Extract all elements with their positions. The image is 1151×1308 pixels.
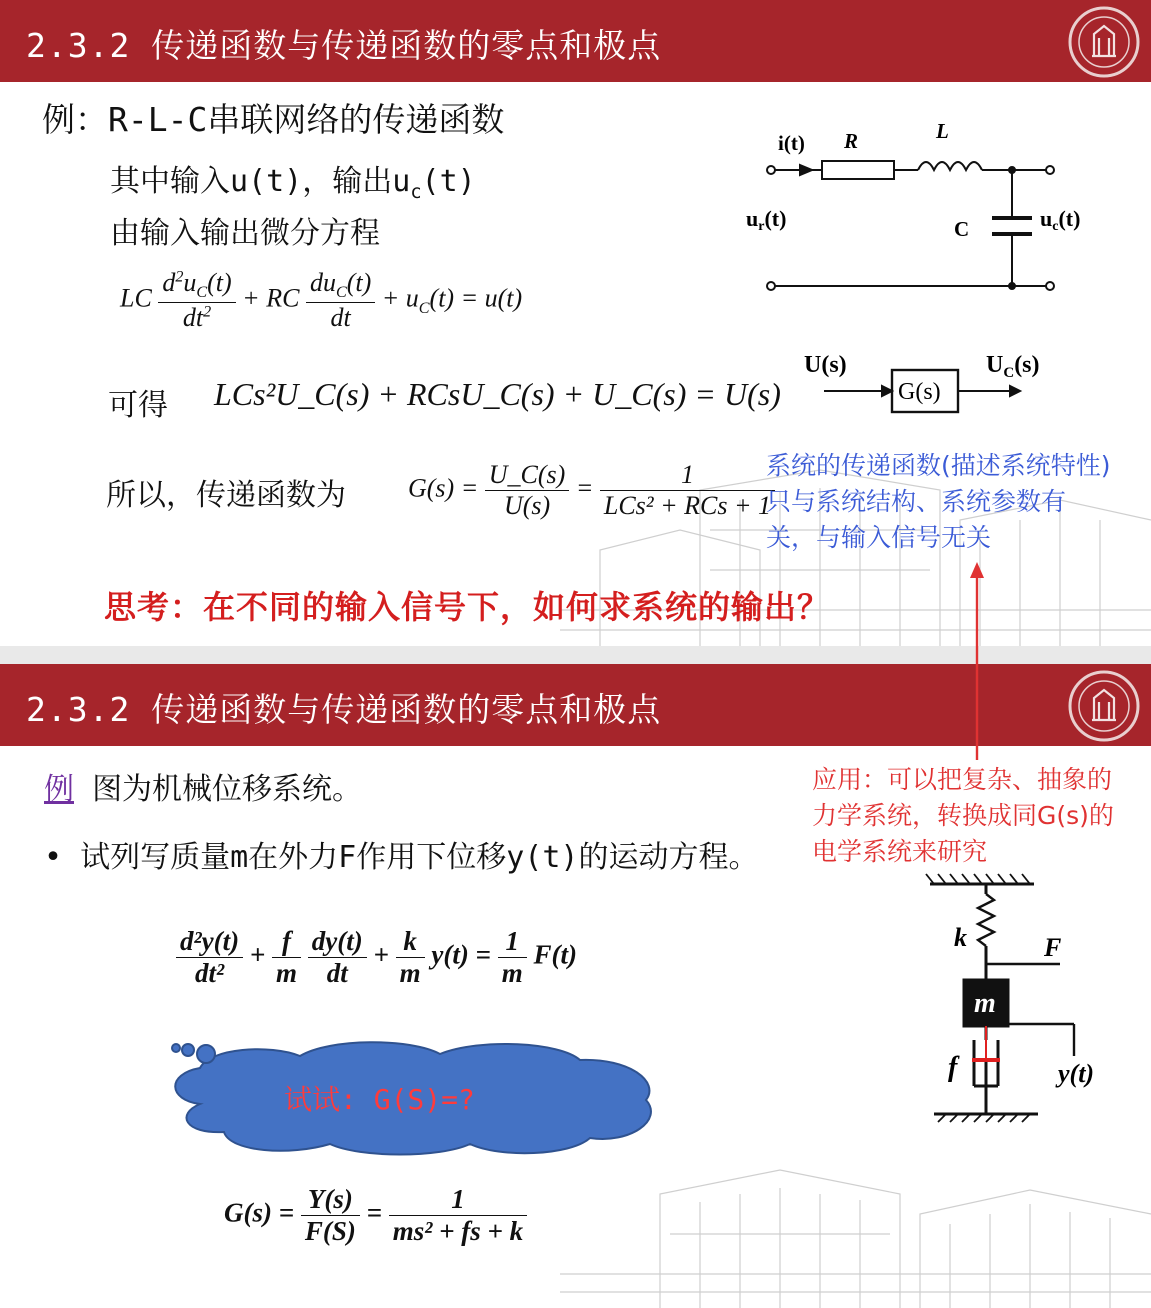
think-question: 思考：在不同的输入信号下，如何求系统的输出？ (104, 588, 831, 626)
example-link[interactable]: 例 (44, 772, 74, 807)
slide-title: 2.3.2 传递函数与传递函数的零点和极点 (26, 690, 662, 729)
mass-label: m (974, 988, 996, 1019)
input-voltage-label: ur(t) (746, 206, 787, 234)
rlc-circuit-diagram (740, 110, 1110, 310)
slide-title: 2.3.2 传递函数与传递函数的零点和极点 (26, 26, 662, 65)
damper-label: f (948, 1052, 958, 1083)
bullet-line: • 试列写质量m在外力F作用下位移y(t)的运动方程。 (44, 840, 759, 875)
example-line: 例 图为机械位移系统。 (44, 772, 363, 807)
kede-label: 可得 (108, 388, 168, 423)
transfer-function-note: 系统的传递函数(描述系统特性) 只与系统结构、系统参数有 关，与输入信号无关 (766, 451, 1111, 552)
output-voltage-label: uc(t) (1040, 206, 1081, 234)
spring-label: k (954, 923, 967, 952)
capacitor-label: C (954, 217, 970, 241)
mechanical-transfer-function: G(s) = $\frac{Y(s)}{F(S)}$ = $\frac{1}{\text{ms² + fs + k}}$ (224, 1184, 527, 1247)
cloud-text: 试试: G(S)=? (284, 1083, 475, 1116)
differential-equation-line: 由输入输出微分方程 (110, 216, 380, 251)
university-seal-icon (1066, 4, 1142, 80)
transfer-function-label: 所以，传递函数为 (106, 478, 346, 513)
current-label: i(t) (778, 131, 805, 155)
laplace-equation: LCs²U_C(s) + RCsU_C(s) + U_C(s) = U(s) (214, 376, 781, 412)
mechanical-system-diagram (920, 864, 1120, 1144)
block-input-label: U(s) (804, 352, 847, 378)
slide-header (0, 0, 1151, 82)
inductor-label: L (936, 119, 949, 143)
example-title: 例：R-L-C串联网络的传递函数 (42, 100, 505, 139)
differential-equation: LC $\frac{d^2u_C(t)}{dt^2}$ + RC $\frac{du_C(t)}{dt}$ + $u_C(t) = u(t)$ (120, 268, 523, 333)
slide-1 (0, 0, 1151, 646)
block-gs-label: G(s) (898, 379, 941, 405)
force-label: F (1044, 933, 1062, 962)
block-diagram (804, 345, 1070, 425)
transfer-function-equation: G(s) = $\frac{U\_C(s)}{U(s)}$ = $\frac{1}{\text{LCs² + RCs + 1}}$ (408, 460, 775, 521)
input-output-line: 其中输入u(t)，输出$u_c(t)$ (110, 164, 476, 203)
application-note: 应用：可以把复杂、抽象的 力学系统，转换成同G(s)的 电学系统来研究 (812, 765, 1114, 866)
block-output-label: $U_C(s)$ (986, 352, 1040, 381)
motion-equation: $\frac{\text{d²y(t)}}{\text{dt²}}$ + $\frac{f}{m}$ $\frac{dy(t)}{dt}$ + $\frac{k}{m}$ y(t) = $\frac{1}{m}$ F(t) (176, 926, 577, 989)
university-seal-icon (1066, 668, 1142, 744)
bullet-dot: • (44, 840, 63, 875)
connector-arrow (962, 560, 992, 764)
resistor-label: R (844, 129, 859, 153)
displacement-label: y(t) (1058, 1059, 1095, 1088)
